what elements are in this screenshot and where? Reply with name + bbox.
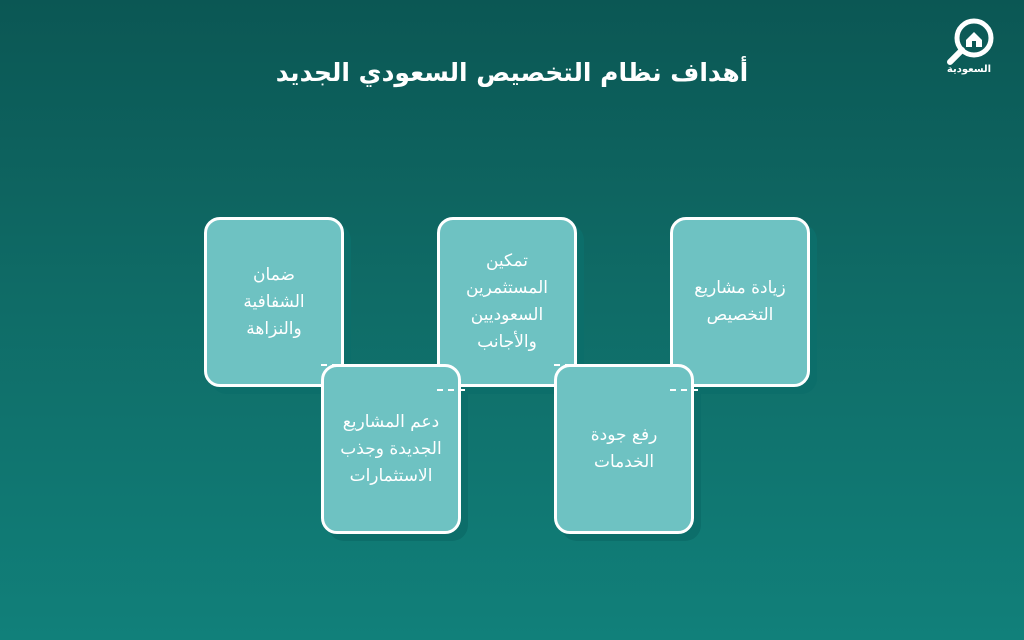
connector-line — [321, 364, 349, 366]
logo-label: السعودية — [946, 64, 992, 75]
goal-card-text: تمكين المستثمرين السعوديين والأجانب — [465, 251, 549, 352]
goal-card-text: زيادة مشاريع التخصيص — [694, 278, 786, 325]
goal-card-transparency — [204, 217, 344, 387]
connector-line — [437, 389, 465, 391]
connector-line — [554, 364, 582, 366]
connector-line — [670, 389, 698, 391]
goal-card-text: دعم المشاريع الجديدة وجذب الاستثمارات — [340, 411, 442, 486]
page-title: أهداف نظام التخصيص السعودي الجديد — [275, 58, 749, 87]
goal-card-text: ضمان الشفافية والنزاهة — [243, 264, 305, 339]
goal-card-text: رفع جودة الخدمات — [590, 425, 658, 472]
goal-card-empower-investors — [437, 217, 577, 387]
goal-card-increase-privatization — [670, 217, 810, 387]
